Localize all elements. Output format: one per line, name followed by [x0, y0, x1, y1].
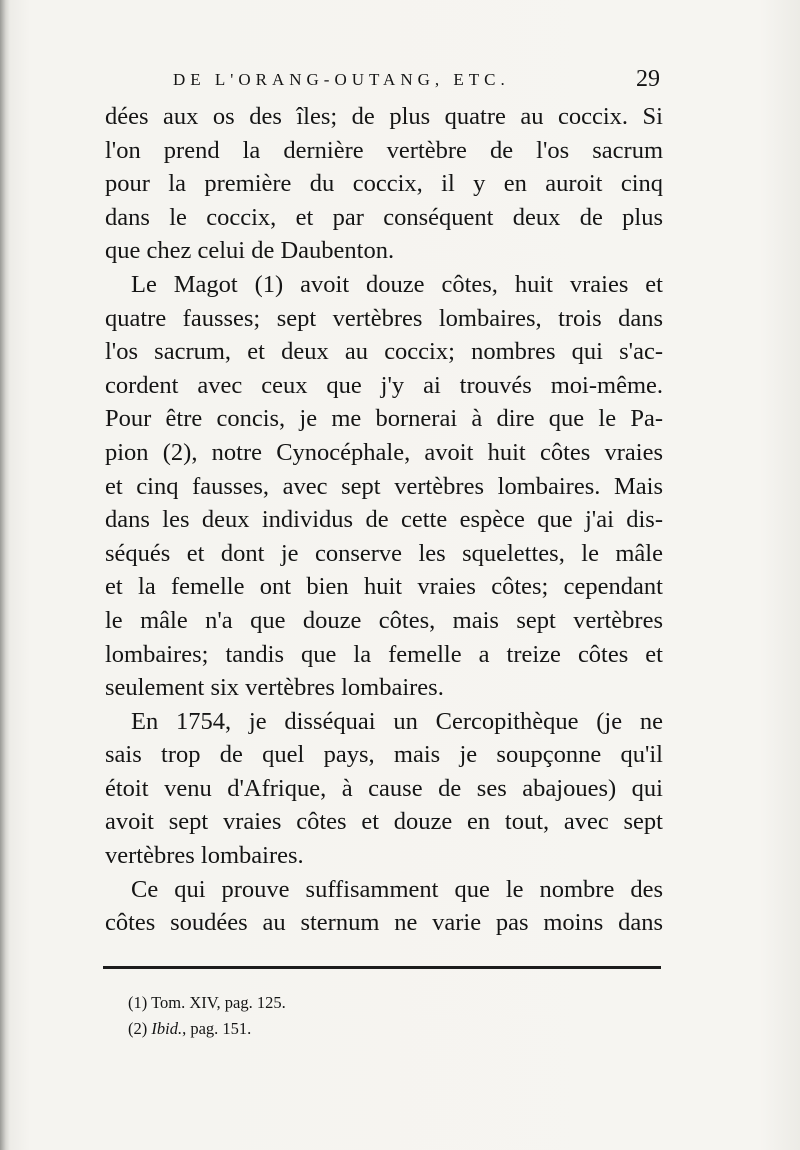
- footnotes: [128, 990, 628, 1042]
- text-line: lombaires; tandis que la femelle a treize côtes et: [105, 640, 663, 668]
- footnote-text: Tom. XIV, pag. 125.: [151, 993, 286, 1012]
- text-line: Pour être concis, je me bornerai à dire que le Pa-: [105, 405, 663, 433]
- body-text: [105, 100, 663, 940]
- text-line: l'os sacrum, et deux au coccix; nombres qui s'ac-: [105, 338, 663, 366]
- text-line: et cinq fausses, avec sept vertèbres lombaires. Mais: [105, 472, 663, 500]
- footnote-1: [128, 990, 628, 1016]
- text-line: pion (2), notre Cynocéphale, avoit huit côtes vraies: [105, 438, 663, 466]
- paragraph-start: En 1754, je disséquai un Cercopithèque (je ne: [131, 707, 663, 735]
- running-head: [105, 66, 660, 100]
- text-line: vertèbres lombaires.: [105, 842, 304, 870]
- text-line: l'on prend la dernière vertèbre de l'os sacrum: [105, 136, 663, 164]
- footnote-marker: (1): [128, 993, 148, 1012]
- footnote-ibid: Ibid.: [151, 1019, 183, 1038]
- text-line: étoit venu d'Afrique, à cause de ses abajoues) qui: [105, 774, 663, 802]
- footnote-2: [128, 1016, 628, 1042]
- footnote-text: , pag. 151.: [182, 1019, 252, 1038]
- text-line: que chez celui de Daubenton.: [105, 237, 395, 265]
- paragraph-start: Ce qui prouve suffisamment que le nombre des: [131, 875, 663, 903]
- text-line: séqués et dont je conserve les squelettes, le mâle: [105, 539, 663, 567]
- text-line: pour la première du coccix, il y en auroit cinq: [105, 170, 663, 198]
- text-line: et la femelle ont bien huit vraies côtes; cependant: [105, 573, 663, 601]
- text-line: seulement six vertèbres lombaires.: [105, 674, 444, 702]
- text-line: quatre fausses; sept vertèbres lombaires, trois dans: [105, 304, 663, 332]
- text-line: côtes soudées au sternum ne varie pas moins dans: [105, 909, 663, 937]
- footnote-marker: (2): [128, 1019, 148, 1038]
- text-line: dans les deux individus de cette espèce que j'ai dis-: [105, 506, 663, 534]
- text-line: avoit sept vraies côtes et douze en tout, avec sept: [105, 808, 663, 836]
- paragraph-start: Le Magot (1) avoit douze côtes, huit vraies et: [131, 270, 663, 298]
- page-edge-shadow: [0, 0, 10, 1150]
- text-line: sais trop de quel pays, mais je soupçonne qu'il: [105, 741, 663, 769]
- text-line: dans le coccix, et par conséquent deux de plus: [105, 203, 663, 231]
- text-line: cordent avec ceux que j'y ai trouvés moi-même.: [105, 371, 663, 399]
- text-line: dées aux os des îles; de plus quatre au coccix. Si: [105, 103, 663, 130]
- footnote-rule: [103, 966, 661, 969]
- text-line: le mâle n'a que douze côtes, mais sept vertèbres: [105, 606, 663, 634]
- running-title: DE L'ORANG-OUTANG, ETC.: [173, 70, 510, 89]
- page-number: 29: [636, 66, 660, 92]
